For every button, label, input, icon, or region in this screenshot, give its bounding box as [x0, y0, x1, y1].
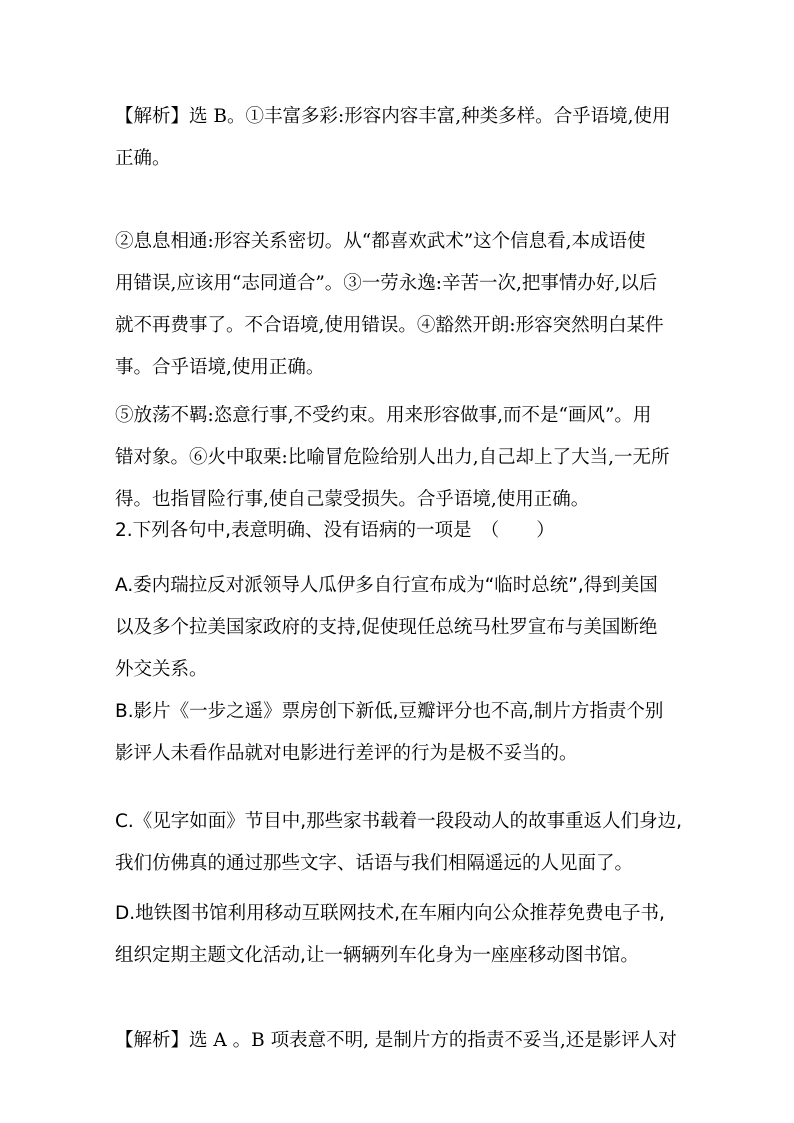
option-d: [115, 893, 690, 977]
analysis-paragraph-4: [115, 1020, 690, 1062]
text-line: B.影片《一步之遥》票房创下新低,豆瓣评分也不高,制片方指责个别: [115, 701, 664, 722]
text-line: 【解析】选 B。①丰富多彩:形容内容丰富,种类多样。合乎语境,使用: [115, 106, 671, 127]
question-stem: 2.下列各句中,表意明确、没有语病的一项是 （ ）: [115, 520, 555, 541]
option-a: [115, 565, 690, 691]
text-line: D.地铁图书馆利用移动互联网技术,在车厢内向公众推荐免费电子书,: [115, 903, 665, 924]
text-line: 就不再费事了。不合语境,使用错误。④豁然开朗:形容突然明白某件: [115, 315, 664, 336]
text-line: A.委内瑞拉反对派领导人瓜伊多自行宣布成为“临时总统”,得到美国: [115, 575, 658, 596]
text-line: 外交关系。: [115, 659, 208, 680]
text-line: C.《见字如面》节目中,那些家书载着一段段动人的故事重返人们身边,: [115, 811, 683, 832]
text-line: 组织定期主题文化活动,让一辆辆列车化身为一座座移动图书馆。: [115, 945, 639, 966]
analysis-paragraph-2: [115, 221, 690, 389]
question-2: [115, 510, 690, 552]
text-line: 我们仿佛真的通过那些文字、话语与我们相隔遥远的人见面了。: [115, 853, 634, 874]
text-line: ⑤放荡不羁:恣意行事,不受约束。用来形容做事,而不是“画风”。用: [115, 405, 652, 426]
analysis-paragraph-3: [115, 395, 690, 521]
text-line: 得。也指冒险行事,使自己蒙受损失。合乎语境,使用正确。: [115, 489, 590, 510]
text-line: 【解析】选 A 。B 项表意不明, 是制片方的指责不妥当,还是影评人对: [115, 1030, 677, 1051]
analysis-paragraph-1: [115, 96, 690, 180]
text-line: 以及多个拉美国家政府的支持,促使现任总统马杜罗宣布与美国断绝: [115, 617, 658, 638]
option-b: [115, 691, 690, 775]
text-line: 正确。: [115, 148, 171, 169]
text-line: 影评人未看作品就对电影进行差评的行为是极不妥当的。: [115, 743, 578, 764]
option-c: [115, 801, 690, 885]
text-line: 事。合乎语境,使用正确。: [115, 357, 325, 378]
text-line: 错对象。⑥火中取栗:比喻冒危险给别人出力,自己却上了大当,一无所: [115, 447, 670, 468]
text-line: 用错误,应该用“志同道合”。③一劳永逸:辛苦一次,把事情办好,以后: [115, 273, 658, 294]
text-line: ②息息相通:形容关系密切。从“都喜欢武术”这个信息看,本成语使: [115, 231, 646, 252]
